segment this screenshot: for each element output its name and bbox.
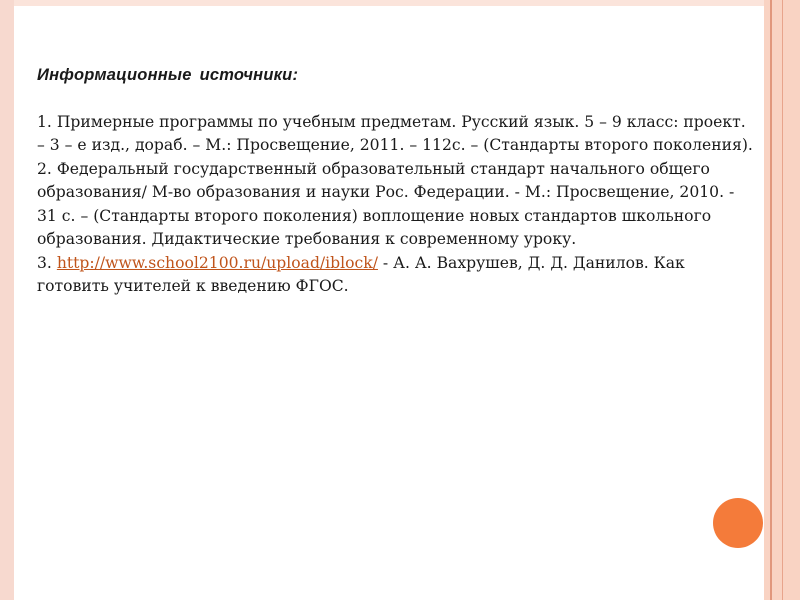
right-border-line-thin [782, 0, 783, 600]
slide-content [37, 64, 757, 299]
right-border-decoration [764, 0, 800, 600]
top-border-decoration [14, 0, 764, 6]
heading-word-1: Информационные [37, 66, 192, 84]
left-border-decoration [0, 0, 14, 600]
right-border-line [770, 0, 772, 600]
source-link[interactable]: http://www.school2100.ru/upload/iblock/ [56, 253, 378, 272]
source-item-3-prefix: 3. [37, 253, 57, 272]
accent-circle-decoration [713, 498, 763, 548]
heading-word-2: источники: [199, 66, 299, 84]
source-item-3-suffix: - А. А. Вахрушев, Д. Д. Данилов. Как готовить учителей к введению ФГОС. [37, 253, 685, 295]
source-item-1: 1. Примерные программы по учебным предметам. Русский язык. 5 – 9 класс: проект. – 3 – е изд., дораб. – М.: Просвещение, 2011. – 112с. – (Стандарты второго поколения). [37, 112, 753, 154]
source-item-3 [37, 252, 757, 299]
slide-heading [37, 64, 757, 88]
source-item-2: 2. Федеральный государственный образовательный стандарт начального общего образования/ М-во образования и науки Рос. Федерации. - М.: Просвещение, 2010. - 31 с. – (Стандарты второго поколения) воплощение новых стандартов школьного образования. Дидактические требования к современному уроку. [37, 159, 735, 248]
